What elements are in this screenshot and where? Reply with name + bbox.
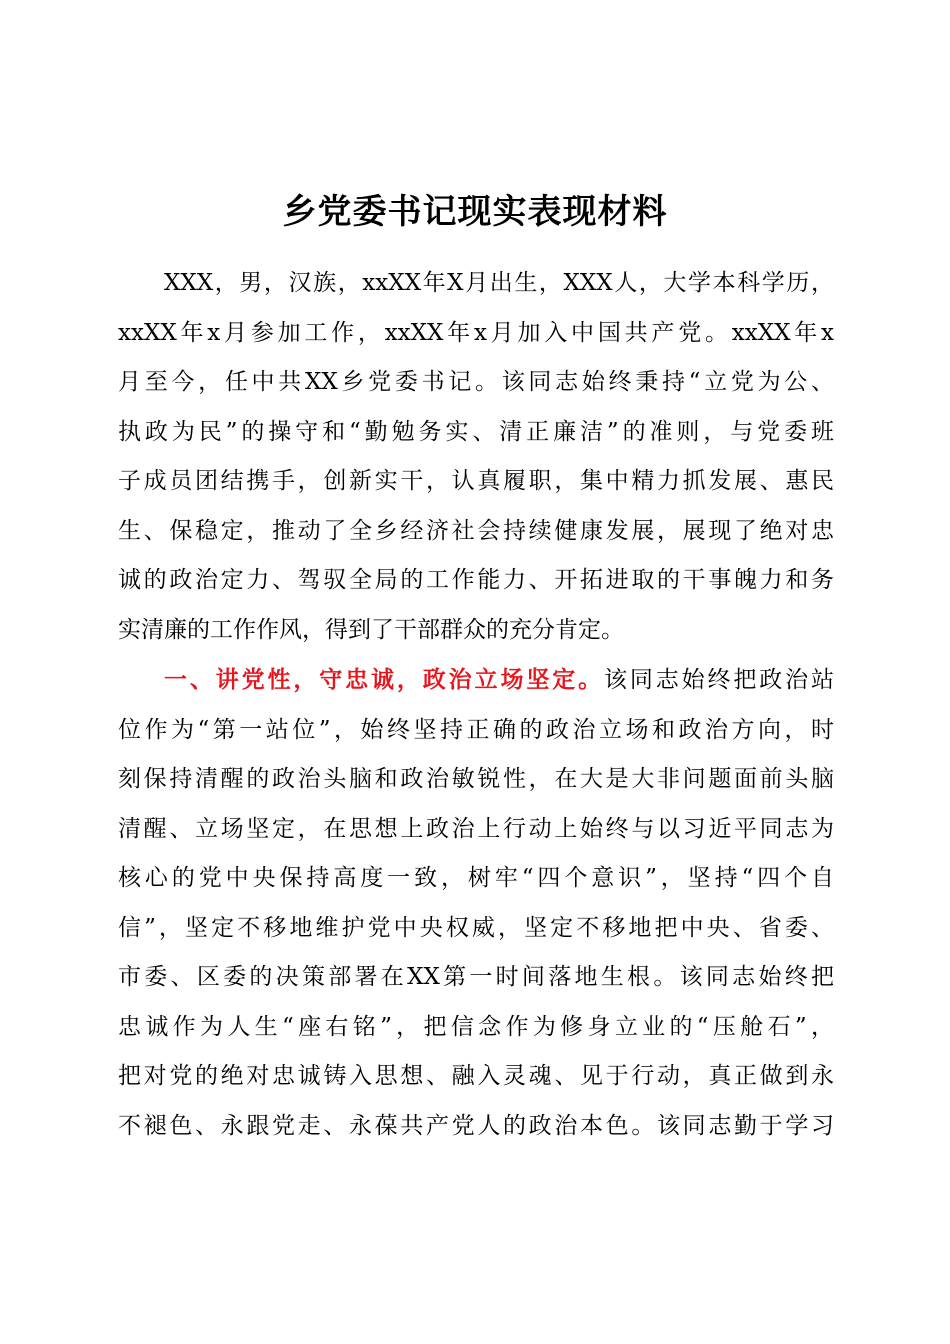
- paragraph-line: 子成员团结携手，创新实干，认真履职，集中精力抓发展、惠民: [118, 468, 834, 494]
- section-first-line-text: 该同志始终把政治站: [603, 667, 835, 693]
- paragraph-line: 诚的政治定力、驾驭全局的工作能力、开拓进取的干事魄力和务: [118, 567, 834, 593]
- paragraph-line: 不褪色、永跟党走、永葆共产党人的政治本色。该同志勤于学习: [118, 1112, 834, 1139]
- paragraph-line: xxXX年x月参加工作，xxXX年x月加入中国共产党。xxXX年x: [118, 319, 834, 346]
- paragraph-line: 位作为“第一站位”，始终坚持正确的政治立场和政治方向，时: [118, 716, 834, 743]
- paragraph-line: 执政为民”的操守和“勤勉务实、清正廉洁”的准则，与党委班: [118, 418, 834, 445]
- intro-paragraph: [118, 259, 834, 655]
- paragraph-line: 刻保持清醒的政治头脑和政治敏锐性，在大是大非问题面前头脑: [118, 766, 834, 792]
- paragraph-line: 核心的党中央保持高度一致，树牢“四个意识”，坚持“四个自: [118, 865, 834, 891]
- document-body: [118, 259, 834, 1151]
- paragraph-line: XXX，男，汉族，xxXX年X月出生，XXX人，大学本科学历，: [164, 270, 834, 296]
- paragraph-line: 月至今，任中共XX乡党委书记。该同志始终秉持“立党为公、: [118, 369, 834, 395]
- section-first-line: [118, 655, 834, 706]
- document-title: 乡党委书记现实表现材料: [282, 192, 668, 232]
- section-heading: 一、讲党性，守忠诚，政治立场坚定。: [164, 666, 604, 693]
- section-one-paragraph: [118, 655, 834, 1151]
- paragraph-line: 生、保稳定，推动了全乡经济社会持续健康发展，展现了绝对忠: [118, 517, 834, 544]
- paragraph-line: 忠诚作为人生“座右铭”，把信念作为修身立业的“压舱石”，: [118, 1013, 834, 1040]
- paragraph-line: 市委、区委的决策部署在XX第一时间落地生根。该同志始终把: [118, 964, 834, 990]
- paragraph-line: 清醒、立场坚定，在思想上政治上行动上始终与以习近平同志为: [118, 815, 834, 842]
- paragraph-line: 信”，坚定不移地维护党中央权威，坚定不移地把中央、省委、: [118, 914, 834, 941]
- paragraph-line: 把对党的绝对忠诚铸入思想、融入灵魂、见于行动，真正做到永: [118, 1063, 834, 1089]
- paragraph-line: 实清廉的工作作风，得到了干部群众的充分肯定。: [118, 616, 624, 643]
